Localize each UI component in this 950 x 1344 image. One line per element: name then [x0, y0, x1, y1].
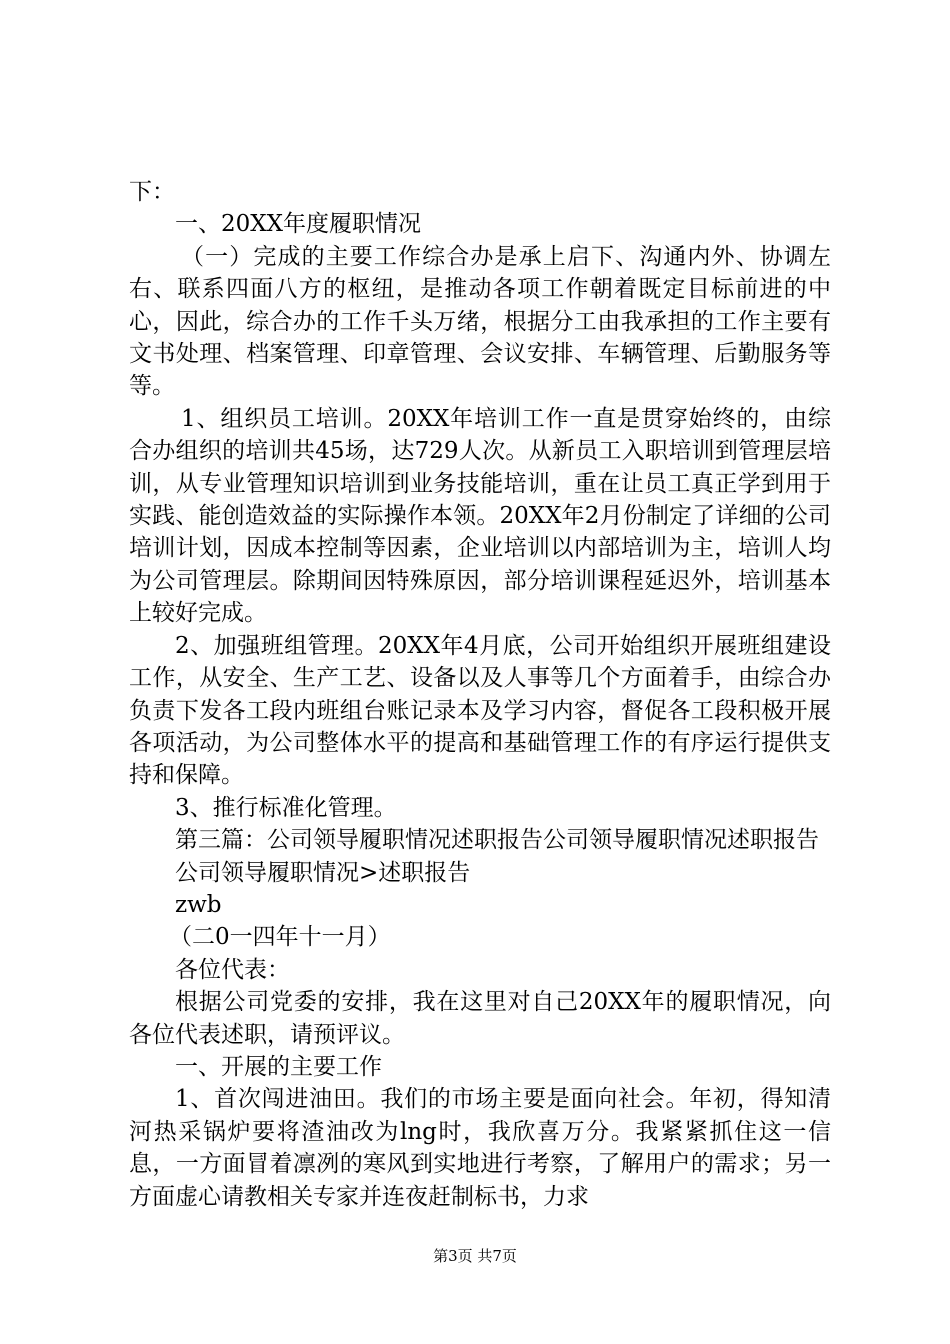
paragraph-standardization: 3、推行标准化管理。	[175, 794, 397, 821]
document-body	[129, 176, 831, 1213]
page-number-footer: 第3页 共7页	[433, 1247, 517, 1265]
section-heading-annual-performance: 一、20XX年度履职情况	[175, 211, 422, 238]
report-author: zwb	[175, 891, 222, 918]
chapter-title-part-three: 第三篇：公司领导履职情况述职报告公司领导履职情况述职报告	[175, 827, 819, 854]
paragraph-staff-training: 1、组织员工培训。20XX年培训工作一直是贯穿始终的，由综合办组织的培训共45场，达729人次。从新员工入职培训到管理层培训，从专业管理知识培训到业务技能培训，重在让员工真正学到用于实践、能创造效益的实际操作本领。20XX年2月份制定了详细的公司培训计划，因成本控制等因素，企业培训以内部培训为主，培训人均为公司管理层。除期间因特殊原因，部分培训课程延迟外，培训基本上较好完成。	[129, 405, 831, 627]
report-date: （二0一四年十一月）	[169, 924, 391, 951]
section-heading-main-work: 一、开展的主要工作	[175, 1053, 382, 1080]
report-title: 公司领导履职情况>述职报告	[175, 859, 471, 886]
paragraph-continuation: 下：	[129, 179, 175, 205]
salutation: 各位代表：	[175, 956, 290, 983]
paragraph-main-work: （一）完成的主要工作综合办是承上启下、沟通内外、协调左右、联系四面八方的枢纽，是推动各项工作朝着既定目标前进的中心，因此，综合办的工作千头万绪，根据分工由我承担的工作主要有文书处理、档案管理、印章管理、会议安排、车辆管理、后勤服务等等。	[129, 243, 831, 400]
paragraph-intro: 根据公司党委的安排，我在这里对自己20XX年的履职情况，向各位代表述职，请预评议。	[129, 989, 831, 1048]
paragraph-team-management: 2、加强班组管理。20XX年4月底，公司开始组织开展班组建设工作，从安全、生产工艺、设备以及人事等几个方面着手，由综合办负责下发各工段内班组台账记录本及学习内容，督促各工段积极开展各项活动，为公司整体水平的提高和基础管理工作的有序运行提供支持和保障。	[129, 632, 831, 789]
paragraph-oilfield-entry: 1、首次闯进油田。我们的市场主要是面向社会。年初，得知清河热采锅炉要将渣油改为lng时，我欣喜万分。我紧紧抓住这一信息，一方面冒着凛冽的寒风到实地进行考察，了解用户的需求；另一方面虚心请教相关专家并连夜赶制标书，力求	[129, 1086, 831, 1210]
